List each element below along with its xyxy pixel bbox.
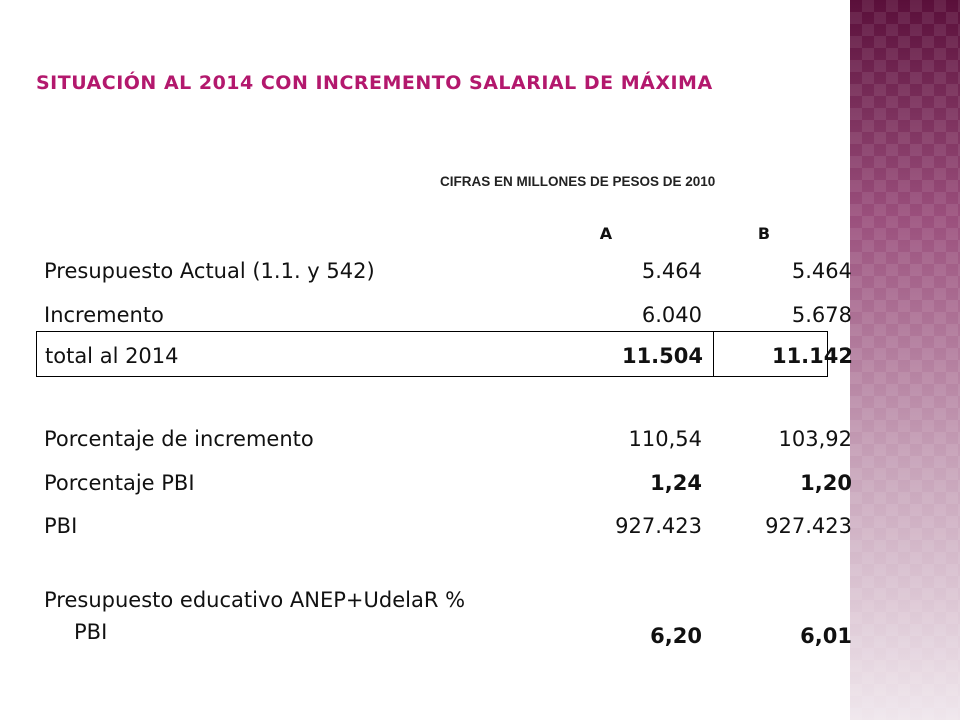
table-row bbox=[36, 289, 852, 335]
value-a: 110,54 bbox=[628, 427, 702, 451]
row-label: Incremento bbox=[44, 303, 164, 327]
total-value-b: 11.142 bbox=[771, 344, 853, 368]
slide-title: SITUACIÓN AL 2014 CON INCREMENTO SALARIAL DE MÁXIMA bbox=[36, 72, 713, 94]
table-row-final bbox=[36, 584, 852, 656]
value-a: 5.464 bbox=[641, 259, 702, 283]
value-b: 1,20 bbox=[800, 471, 852, 495]
column-header-b: B bbox=[757, 224, 771, 243]
table-row bbox=[36, 245, 852, 291]
row-label: Porcentaje PBI bbox=[44, 471, 195, 495]
table-row bbox=[36, 457, 852, 503]
row-label-line1: Presupuesto educativo ANEP+UdelaR % bbox=[44, 588, 466, 612]
table-row bbox=[36, 500, 852, 546]
value-a: 6.040 bbox=[641, 303, 702, 327]
value-a: 927.423 bbox=[615, 514, 702, 538]
table-caption: CIFRAS EN MILLONES DE PESOS DE 2010 bbox=[440, 174, 716, 189]
value-b: 6,01 bbox=[800, 624, 852, 648]
value-b: 5.678 bbox=[791, 303, 852, 327]
value-a: 1,24 bbox=[650, 471, 702, 495]
decorative-side-band bbox=[850, 0, 960, 720]
value-b: 5.464 bbox=[791, 259, 852, 283]
row-label: Presupuesto Actual (1.1. y 542) bbox=[44, 259, 375, 283]
row-label-line2: PBI bbox=[74, 620, 108, 644]
row-label: total al 2014 bbox=[45, 344, 179, 368]
column-header-a: A bbox=[599, 224, 613, 243]
row-label: PBI bbox=[44, 514, 78, 538]
value-a: 6,20 bbox=[650, 624, 702, 648]
value-b: 103,92 bbox=[778, 427, 852, 451]
value-b: 927.423 bbox=[765, 514, 852, 538]
total-row bbox=[36, 331, 853, 377]
row-label bbox=[44, 584, 465, 648]
row-label: Porcentaje de incremento bbox=[44, 427, 314, 451]
table-row bbox=[36, 413, 852, 459]
total-value-a: 11.504 bbox=[621, 344, 703, 368]
